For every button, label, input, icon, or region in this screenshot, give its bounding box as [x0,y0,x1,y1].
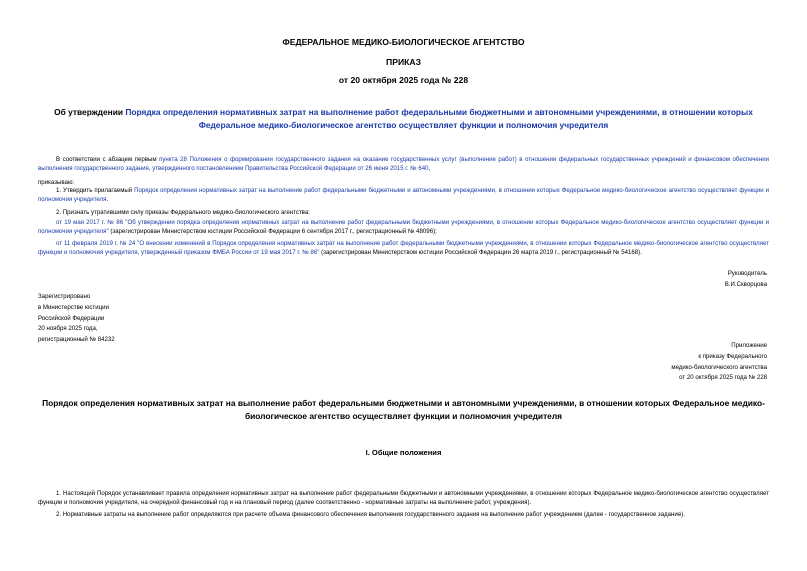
order-title [52,106,755,132]
document-date: от 20 октября 2025 года № 228 [338,75,469,85]
registration-line: 20 ноября 2025 года, [38,325,98,333]
registration-line: Зарегистрировано [38,293,91,300]
procedure-paragraph-2: 2. Нормативные затраты на выполнение работ определяются при расчете объема финансового обеспечения выполнения государственного задания на выполнение работ учреждением (далее - государственное задание). [56,511,685,518]
intro-link[interactable]: пункта 28 Положения о формировании государственного задания на оказание государственных услуг (выполнение работ) в отношении федеральных государственных учреждений и финансовом обеспечении выполнения государственного задания, утвержденного постановлением Правительства Российской Федерации от 26 июня 2015 г. № 640 [38,156,769,172]
repealed-act-1-suffix: (зарегистрирован Министерством юстиции Российской Федерации 6 сентября 2017 г., регистрационный № 48096); [108,227,437,235]
order-title-prefix: Об утверждении [54,107,126,117]
repealed-act-1 [38,219,769,236]
appendix-line: от 20 октября 2025 года № 228 [679,374,767,382]
repealed-act-2 [38,240,769,257]
signature-position: Руководитель [727,270,767,277]
item-1-prefix: 1. Утвердить прилагаемый [56,187,135,194]
appendix-line: Приложение [731,342,767,349]
item-2: 2. Признать утратившими силу приказы Федерального медико-биологического агентства: [56,209,310,216]
item-1-link[interactable]: Порядок определения нормативных затрат на выполнение работ федеральными бюджетными и автономными учреждениями, в отношении которых Федеральное медико-биологическое агентство осуществляет функции и полномочия учредителя [38,187,769,203]
registration-line: Российской Федерации [38,314,105,322]
intro-suffix: , [428,164,431,172]
item-1 [38,187,769,204]
repealed-act-2-suffix: (зарегистрирован Министерством юстиции Российской Федерации 26 марта 2019 г., регистрационный № 54168). [319,248,642,256]
document-type: ПРИКАЗ [386,57,421,67]
registration-line: в Министерстве юстиции [38,303,109,311]
repealed-act-2-link[interactable]: от 11 февраля 2019 г. № 24 "О внесении изменений в Порядок определения нормативных затрат на выполнение работ федеральными бюджетными учреждениями, в отношении которых Федеральное медико-биологическое агентство осуществляет функции и полномочия учредителя, утвержденный приказом ФМБА России от 19 мая 2017 г. № 86" [38,240,769,256]
order-word: приказываю: [38,179,75,186]
procedure-title: Порядок определения нормативных затрат на выполнение работ федеральными бюджетными и автономными учреждениями, в отношении которых Федеральное медико-биологическое агентство осуществляет функции и полномочия учредителя [42,398,765,421]
procedure-paragraph-1: 1. Настоящий Порядок устанавливает правила определения нормативных затрат на выполнение работ федеральными бюджетными и автономными учреждениями, в отношении которых Федеральное медико-биологическое агентство осуществляет функции и полномочия учредителя, на очередной финансовый год и на плановый период (далее соответственно - нормативные затраты на выполнение работ, учреждения). [38,490,769,506]
registration-line: регистрационный № 84232 [38,336,115,344]
agency-name: ФЕДЕРАЛЬНОЕ МЕДИКО-БИОЛОГИЧЕСКОЕ АГЕНТСТВО [282,37,525,47]
signature-name: В.И.Скворцова [724,281,767,288]
appendix-line: медико-биологического агентства [671,363,767,371]
section-heading: I. Общие положения [365,448,442,457]
appendix-block [560,341,767,384]
registration-block [38,292,115,346]
order-title-link[interactable]: Порядка определения нормативных затрат на выполнение работ федеральными бюджетными и автономными учреждениями, в отношении которых Федеральное медико-биологическое агентство осуществляет функции и полномочия учредителя [125,107,753,130]
item-1-suffix: . [106,195,109,203]
repealed-act-1-link[interactable]: от 19 мая 2017 г. № 86 "Об утверждении порядка определения нормативных затрат на выполнение работ федеральными бюджетными учреждениями, в отношении которых Федеральное медико-биологическое агентство осуществляет функции и полномочия учредителя" [38,219,769,235]
intro-paragraph [38,156,769,173]
intro-prefix: В соответствии с абзацем первым [56,156,160,163]
appendix-line: к приказу Федерального [698,352,767,360]
